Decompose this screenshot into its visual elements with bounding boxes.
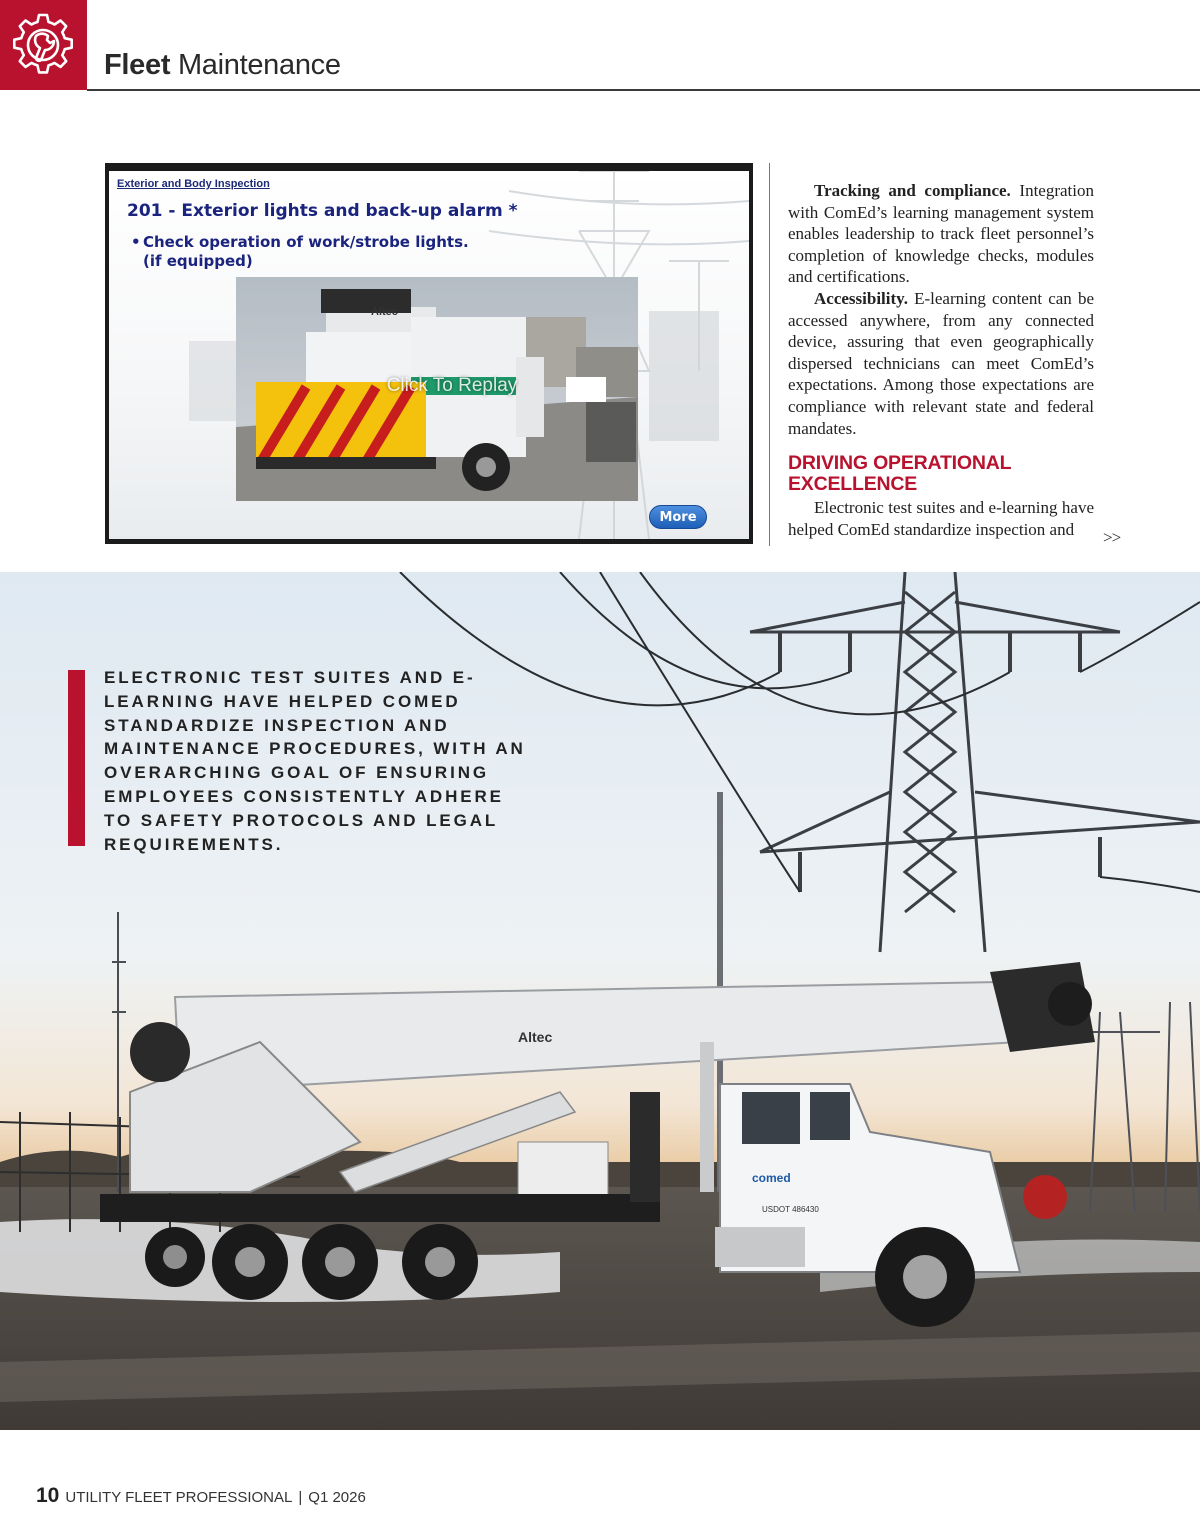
svg-text:Altec: Altec bbox=[371, 306, 398, 318]
slide-breadcrumb[interactable]: Exterior and Body Inspection bbox=[117, 178, 270, 190]
slide-bullet: • Check operation of work/strobe lights. (if equipped) bbox=[131, 233, 469, 270]
svg-text:USDOT 486430: USDOT 486430 bbox=[762, 1205, 819, 1214]
paragraph-tracking: Tracking and compliance. Integration with ComEd’s learning management system enables leadership to track fleet personnel’s completion of knowledge checks, modules and certifications. bbox=[788, 181, 1094, 287]
section-badge bbox=[0, 0, 87, 90]
header-divider bbox=[87, 89, 1200, 91]
more-button[interactable]: More bbox=[649, 505, 707, 529]
footer-separator: | bbox=[298, 1489, 303, 1506]
section-title: Fleet Maintenance bbox=[104, 49, 341, 81]
pull-quote-bar bbox=[68, 670, 85, 846]
gear-wrench-icon bbox=[10, 12, 76, 78]
issue-label: Q1 2026 bbox=[308, 1489, 366, 1506]
paragraph-standardize: Electronic test suites and e-learning have helped ComEd standardize inspection and bbox=[788, 498, 1094, 539]
slide-heading: 201 - Exterior lights and back-up alarm * bbox=[127, 201, 518, 221]
replay-overlay-text[interactable]: Click To Replay bbox=[386, 375, 518, 396]
elearning-screenshot bbox=[105, 163, 753, 544]
subhead-operational-excellence: DRIVING OPERATIONAL EXCELLENCE bbox=[788, 452, 1011, 496]
page-footer bbox=[36, 1484, 366, 1508]
pull-quote: ELECTRONIC TEST SUITES AND E-LEARNING HAVE HELPED COMED STANDARDIZE INSPECTION AND MAINTENANCE PROCEDURES, WITH AN OVERARCHING GOAL OF ENSURING EMPLOYEES CONSISTENTLY ADHERE TO SAFETY PROTOCOLS AND LEGAL REQUIREMENTS. bbox=[104, 668, 526, 854]
page-number: 10 bbox=[36, 1484, 60, 1507]
paragraph-accessibility: Accessibility. E-learning content can be accessed anywhere, from any connected device, assuring that even geographically dispersed technicians can meet ComEd’s expectations. Among those expectations are compliance with relevant state and federal mandates. bbox=[788, 288, 1094, 438]
continued-arrow-icon: >> bbox=[1103, 528, 1121, 547]
article-column bbox=[788, 180, 1094, 540]
column-divider bbox=[769, 163, 770, 546]
publication-name: UTILITY FLEET PROFESSIONAL bbox=[65, 1489, 293, 1506]
svg-text:Altec: Altec bbox=[518, 1029, 553, 1045]
svg-text:comed: comed bbox=[752, 1171, 791, 1185]
truck-video-player[interactable] bbox=[236, 277, 638, 501]
